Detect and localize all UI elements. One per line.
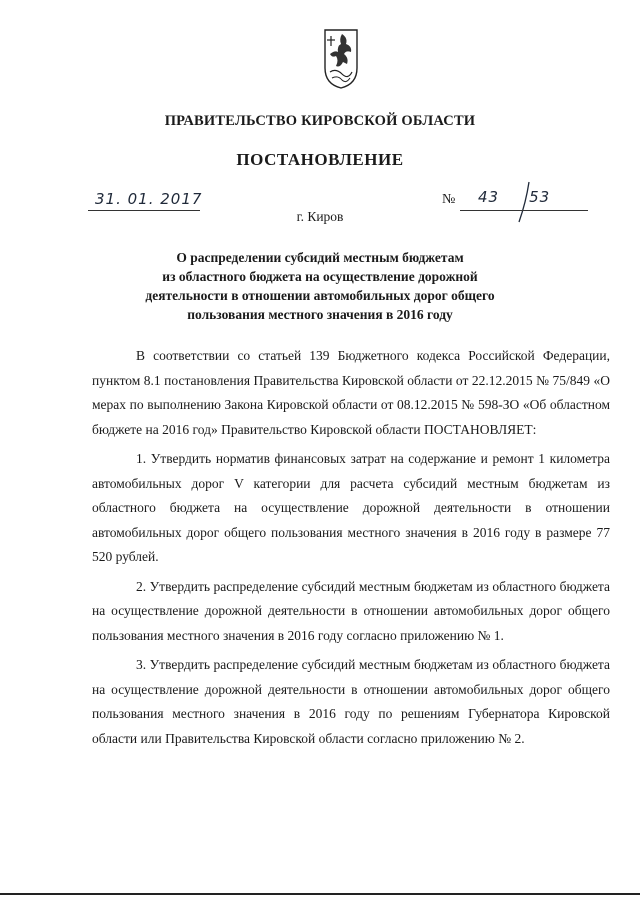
document-type: ПОСТАНОВЛЕНИЕ	[236, 150, 404, 169]
body-paragraph-item-3: 3. Утвердить распределение субсидий местным бюджетам из областного бюджета на осуществление дорожной деятельности в отношении автомобильных дорог общего пользования местного значения в 2016 году по решениям Губернатора Кировской области или Правительства Кировской области согласно приложению № 2.	[92, 657, 610, 746]
body-paragraph-item-1: 1. Утвердить норматив финансовых затрат на содержание и ремонт 1 километра автомобильных дорог V категории для расчета субсидий местным бюджетам из областного бюджета на осуществление дорожной деятельности в отношении автомобильных дорог общего пользования местного значения в 2016 году в размере 77 520 рублей.	[92, 451, 610, 564]
organization-name: ПРАВИТЕЛЬСТВО КИРОВСКОЙ ОБЛАСТИ	[164, 113, 476, 129]
body-paragraph-item-2: 2. Утвердить распределение субсидий местным бюджетам из областного бюджета на осуществление дорожной деятельности в отношении автомобильных дорог общего пользования местного значения в 2016 году согласно приложению № 1.	[92, 578, 610, 643]
document-number-suffix: 53	[529, 188, 551, 206]
number-sign: №	[442, 192, 456, 207]
document-number-main: 43	[478, 188, 500, 206]
bottom-rule	[0, 893, 640, 895]
kirov-coat-of-arms-icon	[322, 28, 360, 90]
document-body	[92, 344, 610, 756]
title-line: деятельности в отношении автомобильных дорог общего	[145, 288, 495, 303]
document-title	[120, 248, 520, 324]
body-paragraph-preamble: В соответствии со статьей 139 Бюджетного кодекса Российской Федерации, пунктом 8.1 постановления Правительства Кировской области от 22.12.2015 № 75/849 «О мерах по выполнению Закона Кировской области от 08.12.2015 № 598-ЗО «Об областном бюджете на 2016 год» Правительство Кировской области ПОСТАНОВЛЯЕТ:	[92, 348, 610, 437]
title-line: из областного бюджета на осуществление дорожной	[162, 269, 478, 284]
city-name: г. Киров	[296, 209, 344, 224]
title-line: О распределении субсидий местным бюджетам	[176, 250, 464, 265]
document-number	[478, 188, 550, 206]
title-line: пользования местного значения в 2016 году	[187, 307, 453, 322]
document-date: 31. 01. 2017	[95, 190, 203, 208]
